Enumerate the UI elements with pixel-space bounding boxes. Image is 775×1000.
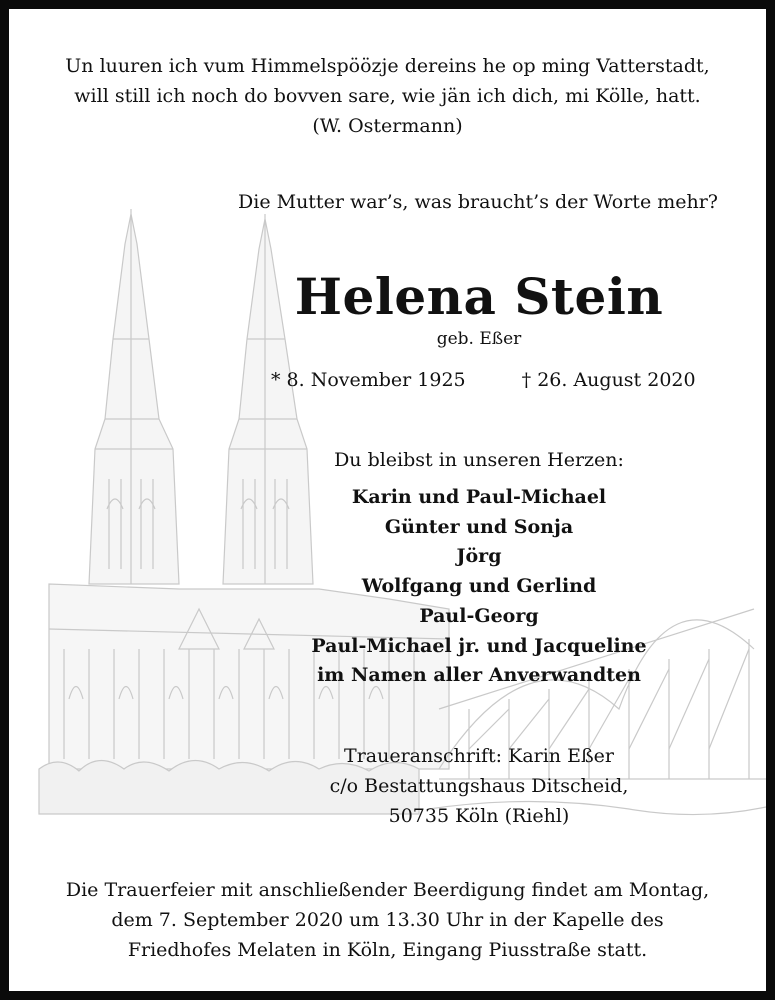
birth-date: * 8. November 1925 bbox=[271, 369, 466, 391]
mourners-list bbox=[229, 483, 729, 691]
mourners-intro: Du bleibst in unseren Herzen: bbox=[334, 449, 624, 471]
address-line: c/o Bestattungshaus Ditscheid, bbox=[329, 775, 629, 797]
funeral-notice bbox=[9, 875, 766, 965]
funeral-line: Die Trauerfeier mit anschließender Beerdigung findet am Montag, bbox=[65, 879, 710, 901]
mourner-name: Günter und Sonja bbox=[384, 515, 574, 538]
mourner-name: Paul-Georg bbox=[419, 604, 539, 627]
life-dates bbox=[271, 365, 696, 395]
subtitle: Die Mutter war’s, was braucht’s der Worte mehr? bbox=[238, 191, 718, 213]
deceased-name: Helena Stein bbox=[294, 267, 664, 326]
mourner-name: Karin und Paul-Michael bbox=[351, 486, 607, 508]
mourner-name: im Namen aller Anverwandten bbox=[317, 664, 641, 687]
birth-name: geb. Eßer bbox=[436, 329, 522, 349]
opening-quote bbox=[9, 51, 766, 141]
funeral-line: Friedhofes Melaten in Köln, Eingang Piusstraße statt. bbox=[127, 939, 648, 961]
mourning-address bbox=[249, 741, 709, 831]
mourner-name: Jörg bbox=[456, 545, 502, 568]
death-date: † 26. August 2020 bbox=[521, 369, 696, 391]
quote-line: Un luuren ich vum Himmelspöözje dereins he op ming Vatterstadt, bbox=[65, 55, 710, 77]
mourner-name: Wolfgang und Gerlind bbox=[361, 575, 597, 598]
mourner-name: Paul-Michael jr. und Jacqueline bbox=[311, 634, 647, 657]
address-line: Traueranschrift: Karin Eßer bbox=[344, 745, 614, 767]
funeral-line: dem 7. September 2020 um 13.30 Uhr in der Kapelle des bbox=[111, 909, 664, 931]
address-line: 50735 Köln (Riehl) bbox=[388, 805, 570, 827]
quote-line: will still ich noch do bovven sare, wie jän ich dich, mi Kölle, hatt. bbox=[74, 85, 701, 107]
quote-author: (W. Ostermann) bbox=[312, 115, 463, 137]
